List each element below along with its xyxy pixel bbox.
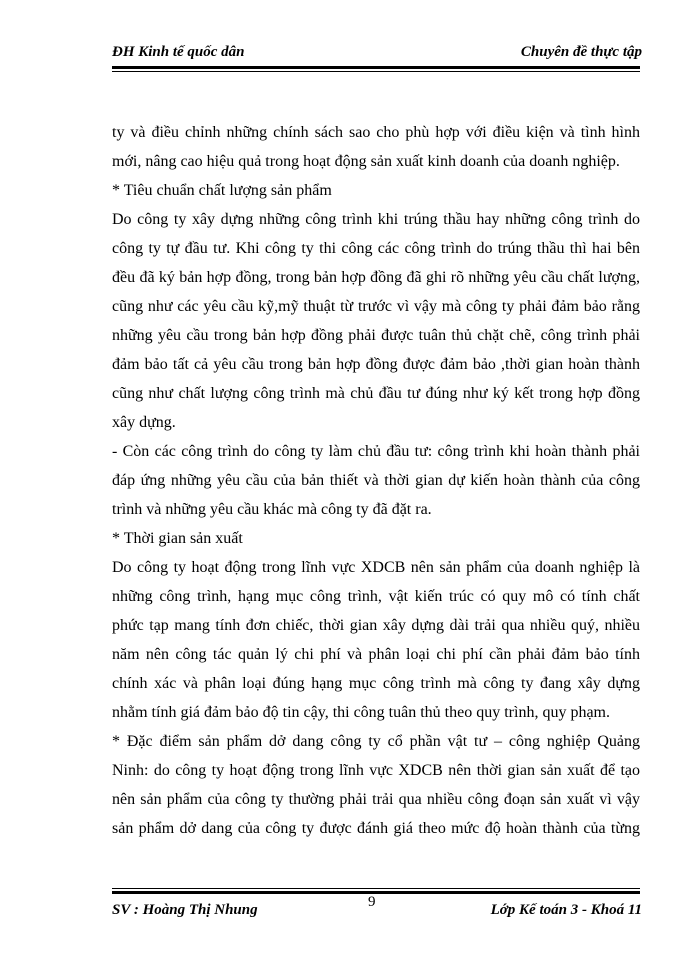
text-line: Do công ty hoạt động trong lĩnh vực XDCB nên sản phẩm của doanh nghiệp là bbox=[112, 559, 640, 576]
header-report-type: Chuyên đề thực tập bbox=[520, 44, 642, 60]
footer-class: Lớp Kế toán 3 - Khoá 11 bbox=[490, 902, 642, 918]
text-line: mới, nâng cao hiệu quả trong hoạt động sản xuất kinh doanh của doanh nghiệp. bbox=[112, 153, 620, 170]
text-line: đáp ứng những yêu cầu của bản thiết và thời gian dự kiến hoàn thành của công bbox=[112, 472, 640, 489]
text-line: đảm bảo tất cả yêu cầu trong bản hợp đồng được đảm bảo ,thời gian hoàn thành bbox=[112, 356, 640, 373]
text-line: * Thời gian sản xuất bbox=[112, 530, 243, 547]
text-line: * Đặc điểm sản phẩm dở dang công ty cổ phần vật tư – công nghiệp Quảng bbox=[112, 733, 640, 750]
header-rule bbox=[112, 66, 640, 72]
text-line: ty và điều chỉnh những chính sách sao cho phù hợp với điều kiện và tình hình bbox=[112, 124, 640, 141]
footer-student-name: SV : Hoàng Thị Nhung bbox=[112, 902, 258, 918]
text-line: - Còn các công trình do công ty làm chủ đầu tư: công trình khi hoàn thành phải bbox=[112, 443, 640, 460]
text-line: nhằm tính giá đảm bảo độ tin cậy, thi công tuân thủ theo quy trình, quy phạm. bbox=[112, 704, 610, 721]
text-line: cũng như chất lượng công trình mà chủ đầu tư đúng như ký kết trong hợp đồng bbox=[112, 385, 640, 402]
page-header bbox=[112, 40, 642, 64]
text-line: trình và những yêu cầu khác mà công ty đã đặt ra. bbox=[112, 501, 432, 518]
text-line: những yêu cầu trong bản hợp đồng phải được tuân thủ chặt chẽ, công trình phải bbox=[112, 327, 640, 344]
footer-rule bbox=[112, 888, 640, 894]
text-line: Ninh: do công ty hoạt động trong lĩnh vực XDCB nên thời gian sản xuất để tạo bbox=[112, 762, 640, 779]
page-footer bbox=[112, 896, 642, 926]
text-line: xây dựng. bbox=[112, 414, 176, 431]
text-line: phức tạp mang tính đơn chiếc, thời gian xây dựng dài trải qua nhiều quý, nhiều bbox=[112, 617, 640, 634]
text-line: * Tiêu chuẩn chất lượng sản phẩm bbox=[112, 182, 332, 199]
text-line: đều đã ký bản hợp đồng, trong bản hợp đồng đã ghi rõ những yêu cầu chất lượng, bbox=[112, 269, 640, 286]
text-line: cũng như các yêu cầu kỹ,mỹ thuật từ trước vì vậy mà công ty phải đảm bảo rằng bbox=[112, 298, 640, 315]
text-line: Do công ty xây dựng những công trình khi trúng thầu hay những công trình do bbox=[112, 211, 640, 228]
text-line: chính xác và phân loại đúng hạng mục công trình mà công ty đang xây dựng bbox=[112, 675, 640, 692]
text-line: năm nên công tác quản lý chi phí và phân loại chi phí cần phải đảm bảo tính bbox=[112, 646, 640, 663]
body-text bbox=[112, 118, 640, 843]
page-number: 9 bbox=[368, 894, 376, 910]
text-line: sản phẩm dở dang của công ty được đánh giá theo mức độ hoàn thành của từng bbox=[112, 820, 640, 837]
text-line: công ty tự đầu tư. Khi công ty thi công các công trình do trúng thầu thì hai bên bbox=[112, 240, 640, 257]
header-university: ĐH Kinh tế quốc dân bbox=[112, 44, 245, 60]
text-line: những công trình, hạng mục công trình, vật kiến trúc có quy mô có tính chất bbox=[112, 588, 640, 605]
text-line: nên sản phẩm của công ty thường phải trải qua nhiều công đoạn sản xuất vì vậy bbox=[112, 791, 640, 808]
